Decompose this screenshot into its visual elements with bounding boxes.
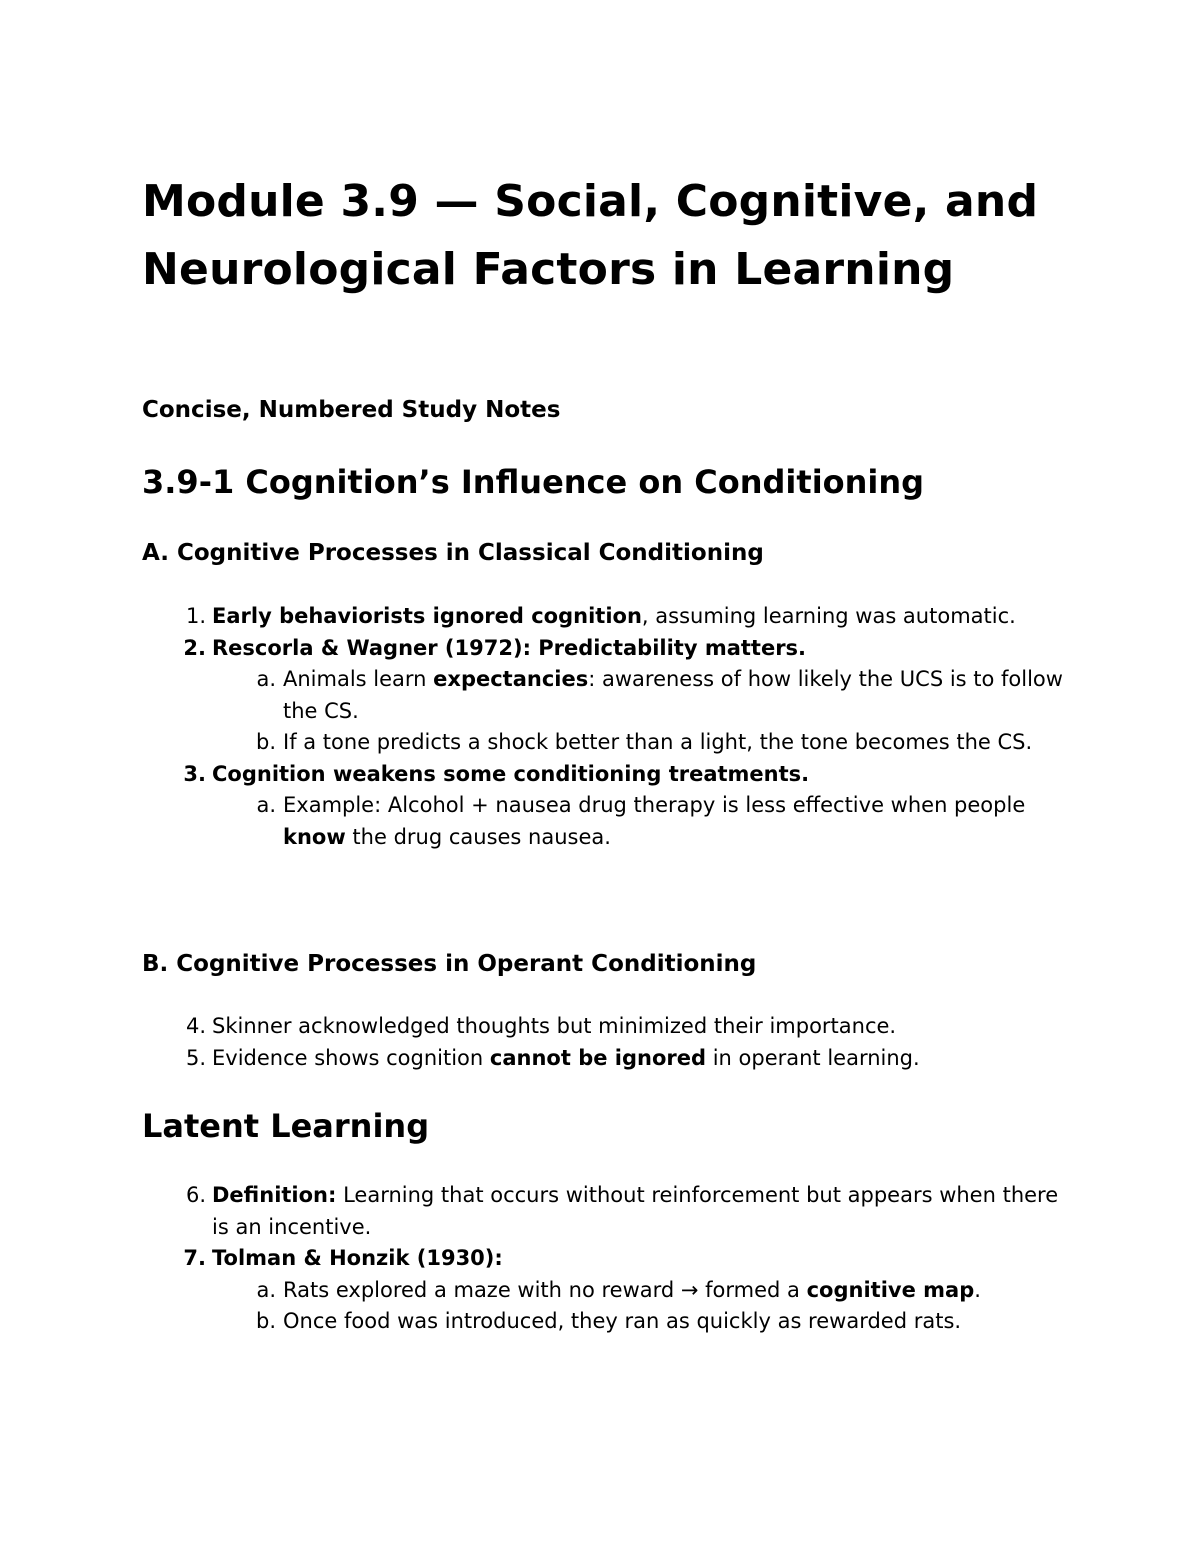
item-bold-text: cannot be ignored <box>489 1045 707 1070</box>
list-item-1 <box>142 601 1072 633</box>
sub-text: Example: Alcohol + nausea drug therapy is less effective when people <box>283 793 1026 817</box>
page-subtitle: Concise, Numbered Study Notes <box>142 397 561 423</box>
item-text: , assuming learning was automatic. <box>641 604 1016 628</box>
list-item-3 <box>142 759 1072 791</box>
list-number: 7. <box>183 1246 206 1270</box>
page-title: Module 3.9 — Social, Cognitive, and Neurological Factors in Learning <box>142 176 1039 295</box>
item-bold-text: Tolman & Honzik (1930): <box>212 1246 503 1270</box>
list-item-6 <box>142 1180 1072 1243</box>
list-number: 3. <box>183 761 206 786</box>
sub-text: Rats explored a maze with no reward → formed a <box>283 1277 807 1302</box>
subsection-heading-classical: A. Cognitive Processes in Classical Conditioning <box>142 540 764 566</box>
sub-text: . <box>974 1277 981 1302</box>
sub-item-7a <box>142 1275 1072 1307</box>
sub-item-7b <box>142 1306 1072 1338</box>
list-item-4 <box>142 1011 1072 1043</box>
sub-letter: b. <box>255 730 276 754</box>
list-number: 4. <box>185 1014 206 1038</box>
subsection-heading-operant: B. Cognitive Processes in Operant Conditioning <box>142 951 757 977</box>
sub-text: the drug causes nausea. <box>345 824 611 849</box>
item-bold-text: Early behaviorists ignored cognition <box>212 604 642 628</box>
list-number: 6. <box>185 1183 206 1207</box>
sub-text: If a tone predicts a shock better than a light, the tone becomes the CS. <box>283 730 1033 754</box>
item-text: Skinner acknowledged thoughts but minimized their importance. <box>212 1014 897 1038</box>
classical-conditioning-list <box>142 601 1072 853</box>
item-bold-text: Definition: <box>212 1183 337 1207</box>
page-content <box>142 168 1072 1333</box>
list-item-5 <box>142 1043 1072 1075</box>
sub-item-2b <box>142 727 1072 759</box>
item-text: Learning that occurs without reinforcement but appears when there is an incentive. <box>212 1183 1059 1239</box>
item-text: Evidence shows cognition <box>212 1045 490 1070</box>
list-item-2 <box>142 633 1072 665</box>
sub-text: : awareness of how likely the UCS is to follow the CS. <box>283 667 1063 723</box>
list-number: 1. <box>185 604 206 628</box>
list-number: 2. <box>183 635 206 660</box>
sub-text: Once food was introduced, they ran as quickly as rewarded rats. <box>283 1309 962 1333</box>
sub-text: Animals learn <box>283 667 434 691</box>
operant-conditioning-list <box>142 1011 1072 1074</box>
item-text: in operant learning. <box>706 1045 920 1070</box>
item-bold-text: Rescorla & Wagner (1972): Predictability matters. <box>212 635 807 660</box>
sub-bold-text: cognitive map <box>806 1277 975 1302</box>
sub-bold-text: know <box>283 824 346 849</box>
latent-learning-list <box>142 1180 1072 1338</box>
sub-letter: a. <box>256 793 276 817</box>
item-bold-text: Cognition weakens some conditioning treatments. <box>212 761 810 786</box>
list-item-7 <box>142 1243 1072 1275</box>
sub-bold-text: expectancies <box>433 667 589 691</box>
sub-letter: a. <box>256 1277 276 1302</box>
sub-item-3a <box>142 790 1072 853</box>
sub-item-2a <box>142 664 1072 727</box>
sub-letter: b. <box>255 1309 276 1333</box>
section-heading-latent: Latent Learning <box>142 1107 430 1145</box>
sub-letter: a. <box>256 667 276 691</box>
list-number: 5. <box>185 1045 206 1070</box>
section-heading-cognition: 3.9-1 Cognition’s Influence on Conditioning <box>142 463 925 501</box>
